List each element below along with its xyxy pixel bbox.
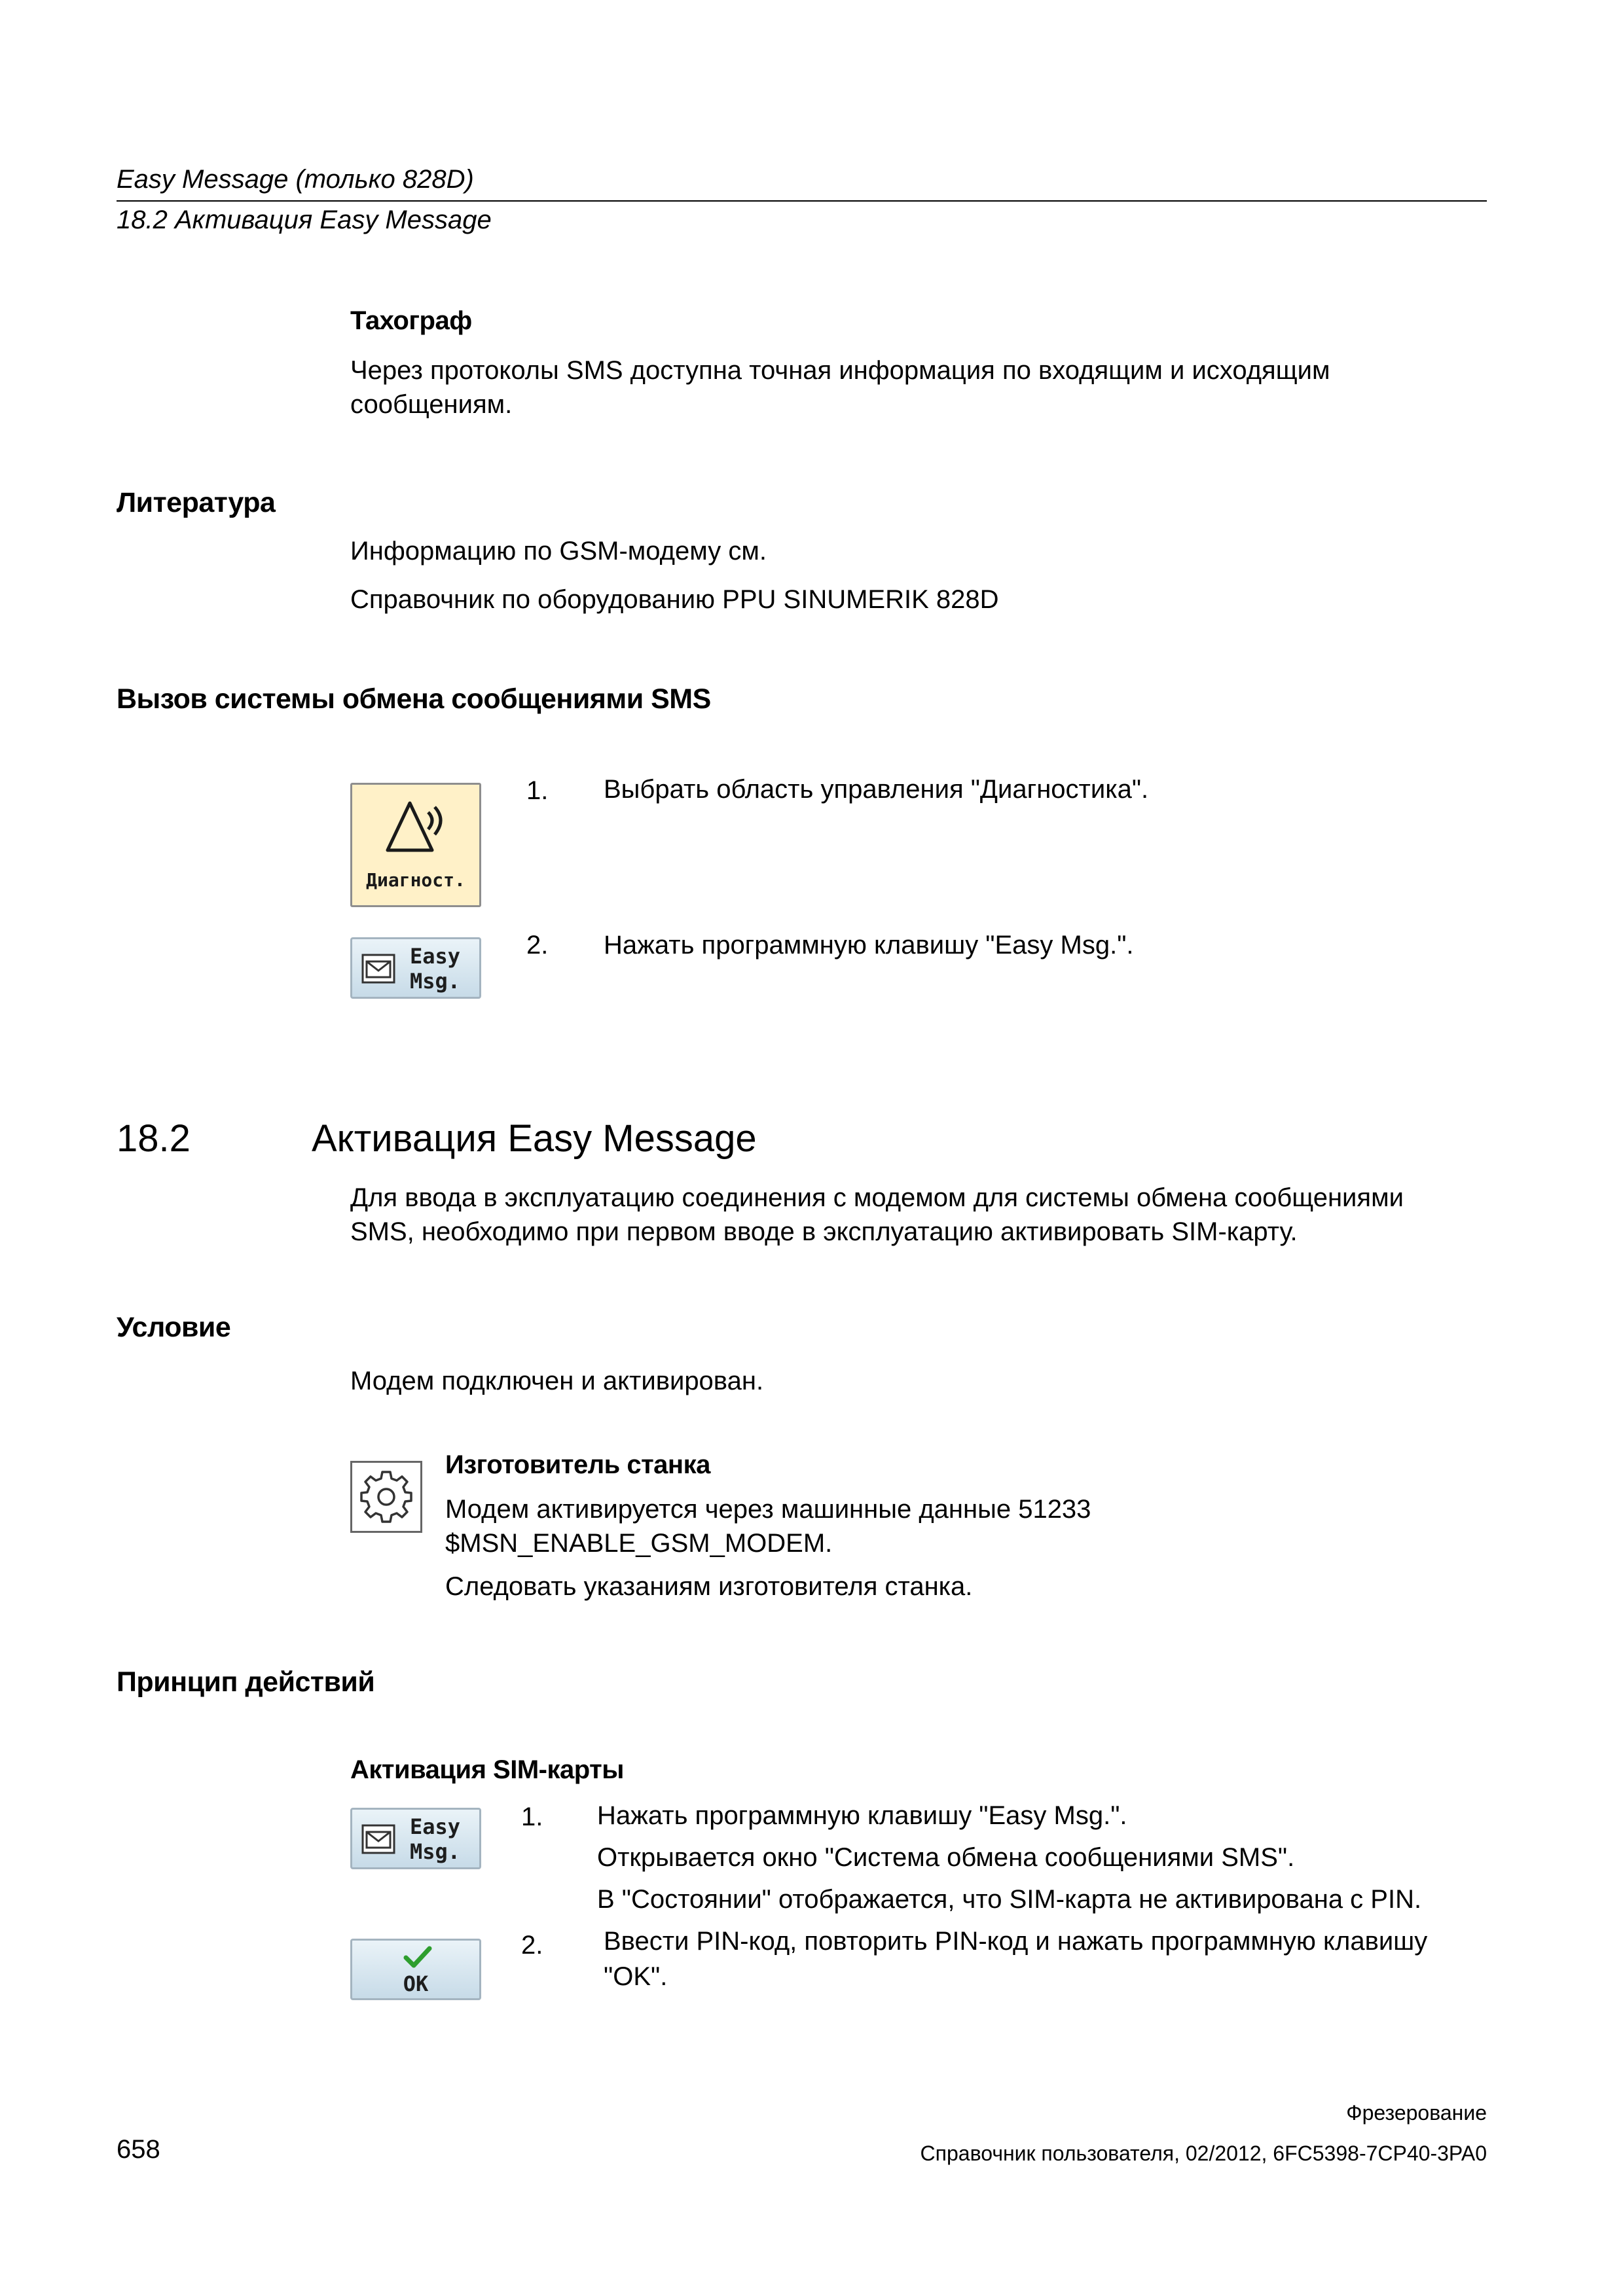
principle-step1-line2: Открывается окно "Система обмена сообщениями SMS". <box>597 1843 1295 1872</box>
easy-msg-softkey-2[interactable] <box>350 1808 481 1869</box>
tachograph-text-line2: сообщениям. <box>350 390 513 419</box>
literature-heading: Литература <box>117 487 276 518</box>
call-step2-text: Нажать программную клавишу "Easy Msg.". <box>604 931 1134 960</box>
condition-heading: Условие <box>117 1312 231 1343</box>
manufacturer-line1: Модем активируется через машинные данные 51233 <box>445 1495 1091 1524</box>
section-intro-line1: Для ввода в эксплуатацию соединения с модемом для системы обмена сообщениями <box>350 1183 1404 1212</box>
call-step1-text: Выбрать область управления "Диагностика". <box>604 775 1149 804</box>
principle-step2-line1: Ввести PIN-код, повторить PIN-код и нажать программную клавишу <box>604 1927 1428 1956</box>
principle-step2-number: 2. <box>521 1931 543 1960</box>
easy-msg-softkey[interactable] <box>350 937 481 999</box>
call-step2-number: 2. <box>526 931 549 960</box>
principle-step1-number: 1. <box>521 1803 543 1831</box>
envelope-icon <box>361 1824 395 1854</box>
principle-step1-line1: Нажать программную клавишу "Easy Msg.". <box>597 1801 1127 1830</box>
running-header-section: 18.2 Активация Easy Message <box>117 206 492 234</box>
principle-heading: Принцип действий <box>117 1666 375 1698</box>
literature-line2: Справочник по оборудованию PPU SINUMERIK 828D <box>350 585 999 614</box>
footer-reference: Справочник пользователя, 02/2012, 6FC5398-7CP40-3PA0 <box>920 2142 1487 2165</box>
call-step1-number: 1. <box>526 776 549 805</box>
condition-text: Модем подключен и активирован. <box>350 1367 764 1395</box>
easy-msg-key2-line1: Easy <box>410 1814 461 1839</box>
section-number: 18.2 <box>117 1117 191 1160</box>
gear-icon <box>357 1468 415 1526</box>
easy-msg-key-line2: Msg. <box>410 969 461 994</box>
manufacturer-heading: Изготовитель станка <box>445 1450 710 1479</box>
header-divider <box>117 200 1487 202</box>
principle-step2-line2: "OK". <box>604 1962 668 1991</box>
diagnostics-area-key[interactable] <box>350 783 481 907</box>
ok-softkey[interactable] <box>350 1939 481 2000</box>
machine-manufacturer-icon-box <box>350 1461 422 1533</box>
diagnostics-key-label: Диагност. <box>366 869 465 891</box>
running-header-chapter: Easy Message (только 828D) <box>117 165 474 194</box>
section-intro-line2: SMS, необходимо при первом вводе в эксплуатацию активировать SIM-карту. <box>350 1217 1298 1246</box>
easy-msg-key2-line2: Msg. <box>410 1839 461 1864</box>
principle-step1-line3: В "Состоянии" отображается, что SIM-карта не активирована с PIN. <box>597 1885 1422 1914</box>
checkmark-icon <box>402 1945 433 1971</box>
sim-activation-subheading: Активация SIM-карты <box>350 1755 624 1784</box>
easy-msg-key-line1: Easy <box>410 944 461 969</box>
ok-key-label: OK <box>403 1971 429 1996</box>
call-sms-heading: Вызов системы обмена сообщениями SMS <box>117 683 711 715</box>
envelope-icon <box>361 954 395 984</box>
tachograph-heading: Тахограф <box>350 306 472 335</box>
literature-line1: Информацию по GSM-модему см. <box>350 537 767 565</box>
section-title: Активация Easy Message <box>312 1117 757 1160</box>
warning-signal-icon <box>382 794 454 859</box>
manufacturer-line3: Следовать указаниям изготовителя станка. <box>445 1572 973 1601</box>
manufacturer-line2: $MSN_ENABLE_GSM_MODEM. <box>445 1529 833 1558</box>
tachograph-text-line1: Через протоколы SMS доступна точная информация по входящим и исходящим <box>350 356 1330 385</box>
page-number: 658 <box>117 2135 160 2164</box>
footer-book-title: Фрезерование <box>1346 2101 1487 2125</box>
